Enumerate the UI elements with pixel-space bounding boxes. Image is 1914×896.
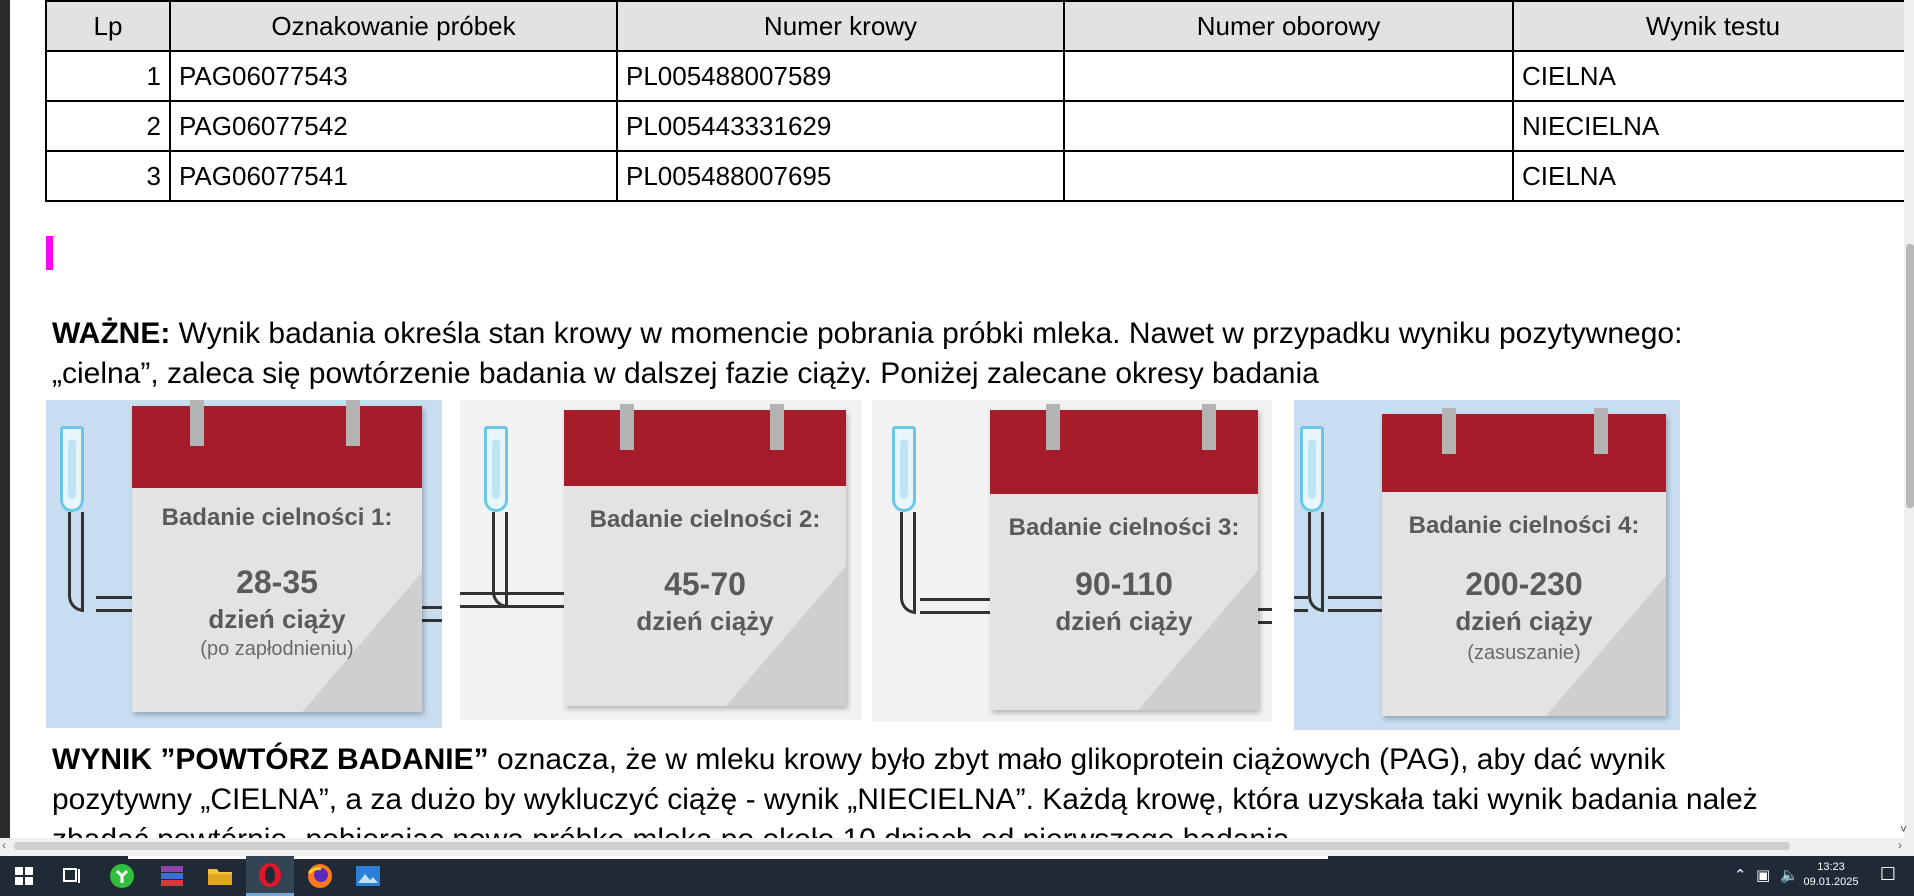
calendar-title: Badanie cielności 3:	[1008, 514, 1240, 541]
opera-browser-icon	[257, 862, 283, 888]
column-header-lp: Lp	[46, 1, 170, 51]
pipe-graphic	[68, 512, 84, 612]
table-row	[46, 101, 1913, 151]
calendar-day-range: 28-35	[236, 564, 318, 600]
row-number: 1	[46, 51, 170, 101]
calendar-ring	[1442, 408, 1456, 454]
cow-number-cell: PL005443331629	[617, 101, 1064, 151]
file-explorer-icon	[207, 865, 233, 887]
text-cursor-marker	[46, 236, 53, 270]
testing-schedule-graphic	[46, 400, 1680, 730]
windows-start-icon	[14, 866, 34, 886]
repeat-line-1	[52, 740, 1758, 780]
calendar-day-range: 200-230	[1465, 566, 1583, 602]
herd-number-cell	[1064, 101, 1513, 151]
scroll-right-arrow-icon[interactable]: ›	[1898, 838, 1902, 852]
windows-taskbar	[0, 856, 1914, 896]
calendar-ring	[620, 404, 634, 450]
notice-line-2: „cielna”, zaleca się powtórzenie badania w dalszej fazie ciąży. Poniżej zalecane okresy badania	[52, 357, 1319, 390]
archive-app-icon	[159, 864, 185, 888]
column-header-test-result: Wynik testu	[1513, 1, 1913, 51]
calendar-ring	[1594, 408, 1608, 454]
milk-tube-icon	[892, 426, 916, 512]
calendar-header	[132, 406, 422, 488]
left-margin-rule	[0, 0, 10, 856]
calendar-title: Badanie cielności 1:	[161, 504, 393, 531]
calendar-day-range: 90-110	[1075, 566, 1173, 602]
schedule-card-4	[1294, 400, 1680, 730]
sample-id-cell: PAG06077541	[170, 151, 617, 201]
column-header-sample-id: Oznakowanie próbek	[170, 1, 617, 51]
task-view-button[interactable]	[48, 856, 96, 896]
calendar-icon	[564, 410, 846, 706]
calendar-icon	[1382, 414, 1666, 716]
table-header-row	[46, 1, 1913, 51]
milk-tube-icon	[60, 426, 84, 512]
notice-text-1: Wynik badania określa stan krowy w momencie pobrania próbki mleka. Nawet w przypadku wyniku pozytywnego:	[170, 317, 1683, 350]
calendar-icon	[132, 406, 422, 712]
calendar-header	[990, 410, 1258, 494]
scroll-left-arrow-icon[interactable]: ‹	[2, 838, 6, 852]
clock-date: 09.01.2025	[1803, 876, 1859, 888]
taskbar-firefox[interactable]	[296, 856, 344, 896]
calendar-day-label: dzień ciąży	[208, 604, 346, 634]
clock-time: 13:23	[1817, 861, 1845, 873]
vertical-scrollbar-thumb[interactable]	[1906, 244, 1914, 508]
herd-number-cell	[1064, 51, 1513, 101]
sample-id-cell: PAG06077543	[170, 51, 617, 101]
notice-label: WAŻNE:	[52, 317, 171, 350]
test-result-cell: CIELNA	[1513, 151, 1913, 201]
notice-paragraph	[52, 314, 1682, 394]
row-number: 2	[46, 101, 170, 151]
calendar-header	[564, 410, 846, 486]
schedule-card-3	[872, 400, 1272, 722]
calendar-note: (po zapłodnieniu)	[200, 638, 354, 660]
column-header-herd-number: Numer oborowy	[1064, 1, 1513, 51]
table-row	[46, 151, 1913, 201]
calendar-ring	[346, 400, 360, 446]
repeat-line-2: pozytywny „CIELNA”, a za dużo by wykluczyć ciążę - wynik „NIECIELNA”. Każdą krowę, która uzyskała taki wynik badania należ	[52, 783, 1758, 816]
horizontal-scrollbar-thumb[interactable]	[14, 842, 1790, 850]
green-app-icon	[109, 863, 135, 889]
test-result-cell: CIELNA	[1513, 51, 1913, 101]
pipe-graphic	[900, 512, 916, 614]
pipe-graphic	[1328, 596, 1388, 612]
volume-icon[interactable]: 🔈	[1780, 867, 1799, 884]
pipe-graphic	[422, 606, 442, 622]
calendar-ring	[1202, 404, 1216, 450]
system-clock[interactable]	[1796, 860, 1866, 890]
taskbar-app-archive[interactable]	[148, 856, 196, 896]
column-header-cow-number: Numer krowy	[617, 1, 1064, 51]
firefox-browser-icon	[307, 863, 333, 889]
repeat-label: WYNIK ”POWTÓRZ BADANIE”	[52, 743, 489, 776]
table-row	[46, 51, 1913, 101]
schedule-card-1	[46, 400, 442, 728]
pipe-graphic	[920, 598, 990, 614]
taskbar-app-green[interactable]	[98, 856, 146, 896]
repeat-text-1: oznacza, że w mleku krowy było zbyt mało glikoprotein ciążowych (PAG), aby dać wynik	[488, 743, 1666, 776]
taskbar-opera[interactable]	[246, 856, 294, 896]
schedule-card-2	[460, 400, 862, 720]
milk-tube-icon	[484, 426, 508, 512]
calendar-day-range: 45-70	[664, 566, 746, 602]
calendar-ring	[770, 404, 784, 450]
sample-id-cell: PAG06077542	[170, 101, 617, 151]
notification-center-icon[interactable]: ☐	[1879, 864, 1897, 884]
photos-app-icon	[355, 865, 381, 887]
calendar-title: Badanie cielności 2:	[589, 506, 821, 533]
test-result-cell: NIECIELNA	[1513, 101, 1913, 151]
calendar-note: (zasuszanie)	[1467, 642, 1581, 664]
calendar-day-label: dzień ciąży	[636, 606, 774, 636]
cow-number-cell: PL005488007695	[617, 151, 1064, 201]
start-button[interactable]	[0, 856, 48, 896]
scroll-down-arrow-icon[interactable]: ˅	[1900, 822, 1908, 836]
pipe-graphic	[460, 592, 564, 608]
show-hidden-icons-chevron-icon[interactable]: ⌃	[1734, 867, 1747, 884]
calendar-day-label: dzień ciąży	[1055, 606, 1193, 636]
calendar-icon	[990, 410, 1258, 710]
results-table	[45, 0, 1914, 202]
cow-number-cell: PL005488007589	[617, 51, 1064, 101]
calendar-ring	[1046, 404, 1060, 450]
pipe-graphic	[1308, 512, 1324, 612]
notice-line-1	[52, 314, 1682, 354]
task-view-icon	[62, 867, 82, 885]
calendar-ring	[190, 400, 204, 446]
taskbar-photos[interactable]	[344, 856, 392, 896]
taskbar-file-explorer[interactable]	[196, 856, 244, 896]
pipe-graphic	[1294, 596, 1308, 612]
calendar-day-label: dzień ciąży	[1455, 606, 1593, 636]
calendar-title: Badanie cielności 4:	[1408, 512, 1640, 539]
row-number: 3	[46, 151, 170, 201]
herd-number-cell	[1064, 151, 1513, 201]
milk-tube-icon	[1300, 426, 1324, 512]
network-icon[interactable]: ▣	[1756, 867, 1771, 884]
calendar-header	[1382, 414, 1666, 492]
